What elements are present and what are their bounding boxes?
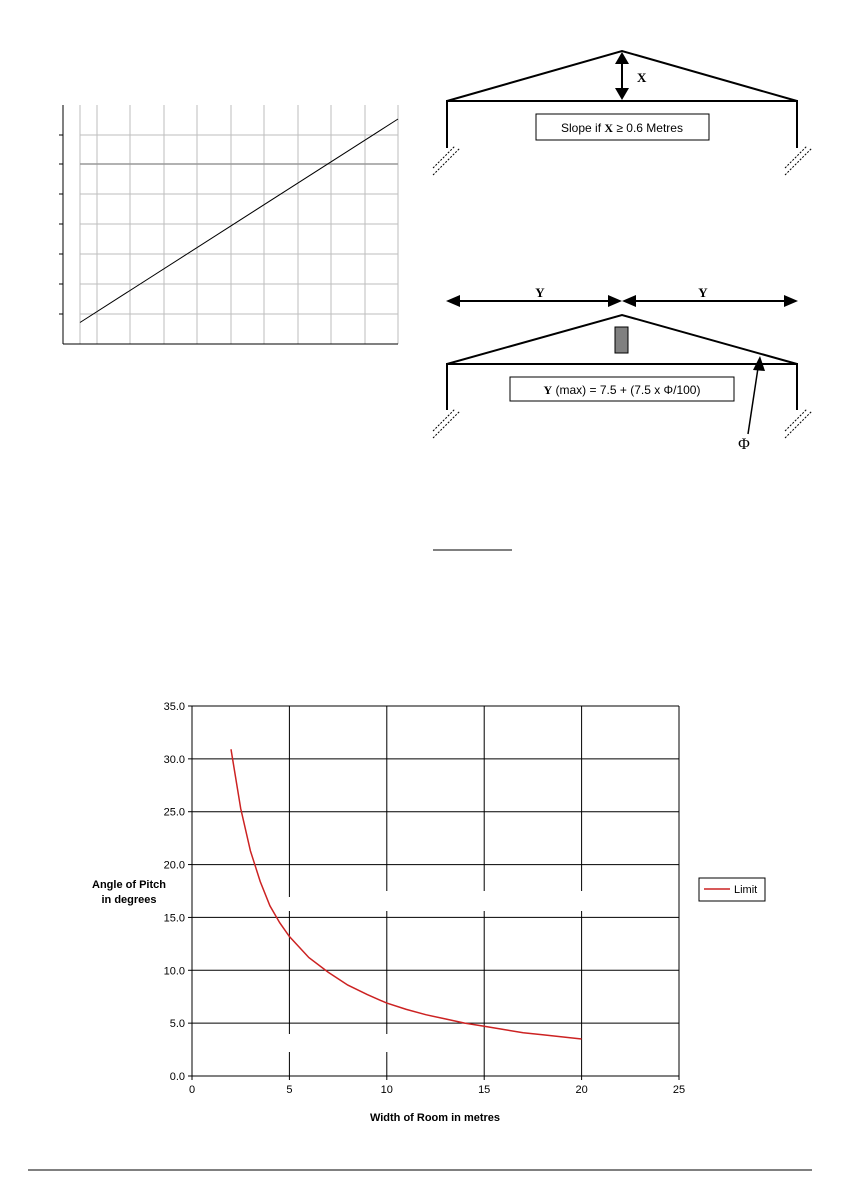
arrowhead-left-icon: [446, 295, 460, 307]
x-tick-label: 25: [672, 1084, 686, 1096]
hatch-left-1: [433, 146, 460, 175]
arrowhead-down-icon: [615, 88, 629, 100]
y-tick-labels: [164, 701, 192, 1083]
hatch-right-2: [785, 409, 812, 438]
x-axis-title: Width of Room in metres: [369, 1112, 501, 1124]
x-tick-labels: [189, 1076, 685, 1096]
y-tick-label: 0.0: [169, 1071, 185, 1083]
y-tick-label: 35.0: [163, 701, 185, 713]
legend: [699, 878, 765, 901]
x-tick-label: 20: [575, 1084, 588, 1096]
y-tick-label: 25.0: [163, 806, 185, 819]
x-tick-label: 15: [478, 1084, 491, 1096]
hatch-right-1: [785, 146, 812, 175]
y-label-right: Y: [698, 285, 708, 300]
arrowhead-right-icon: [784, 295, 798, 307]
diagram-y-span: [433, 285, 812, 453]
angle-pointer: [748, 368, 758, 434]
y-tick-label: 20.0: [163, 859, 185, 872]
top-line-chart: [59, 105, 398, 344]
x-tick-label: 5: [286, 1084, 293, 1096]
x-tick-label: 10: [380, 1084, 393, 1096]
arrowhead-up-icon: [615, 52, 629, 64]
legend-label-limit: Limit: [734, 884, 758, 896]
y-axis-title-line2: in degrees: [101, 894, 157, 906]
y-tick-label: 5.0: [169, 1018, 185, 1031]
y-axis-title-line1: Angle of Pitch: [92, 879, 166, 891]
diagram-x-height: [433, 51, 812, 175]
arrowhead-right-icon: [608, 295, 622, 307]
plot-area: [192, 706, 679, 1076]
y-tick-label: 30.0: [163, 753, 185, 766]
ridge-post: [615, 327, 628, 353]
angle-label: Φ: [738, 436, 750, 453]
x-caption: Slope if X ≥ 0.6 Metres: [561, 121, 683, 135]
y-formula: Y (max) = 7.5 + (7.5 x Φ/100): [543, 383, 701, 397]
x-label: X: [637, 70, 647, 85]
x-tick-label: 0: [188, 1084, 196, 1096]
pitch-limit-chart: [92, 701, 765, 1124]
hatch-left-2: [433, 409, 460, 438]
y-tick-label: 10.0: [163, 965, 185, 978]
arrowhead-left-icon: [622, 295, 636, 307]
y-label-left: Y: [535, 285, 545, 300]
y-tick-label: 15.0: [163, 912, 185, 925]
top-chart-line: [80, 119, 398, 322]
top-chart-grid: [59, 105, 398, 344]
